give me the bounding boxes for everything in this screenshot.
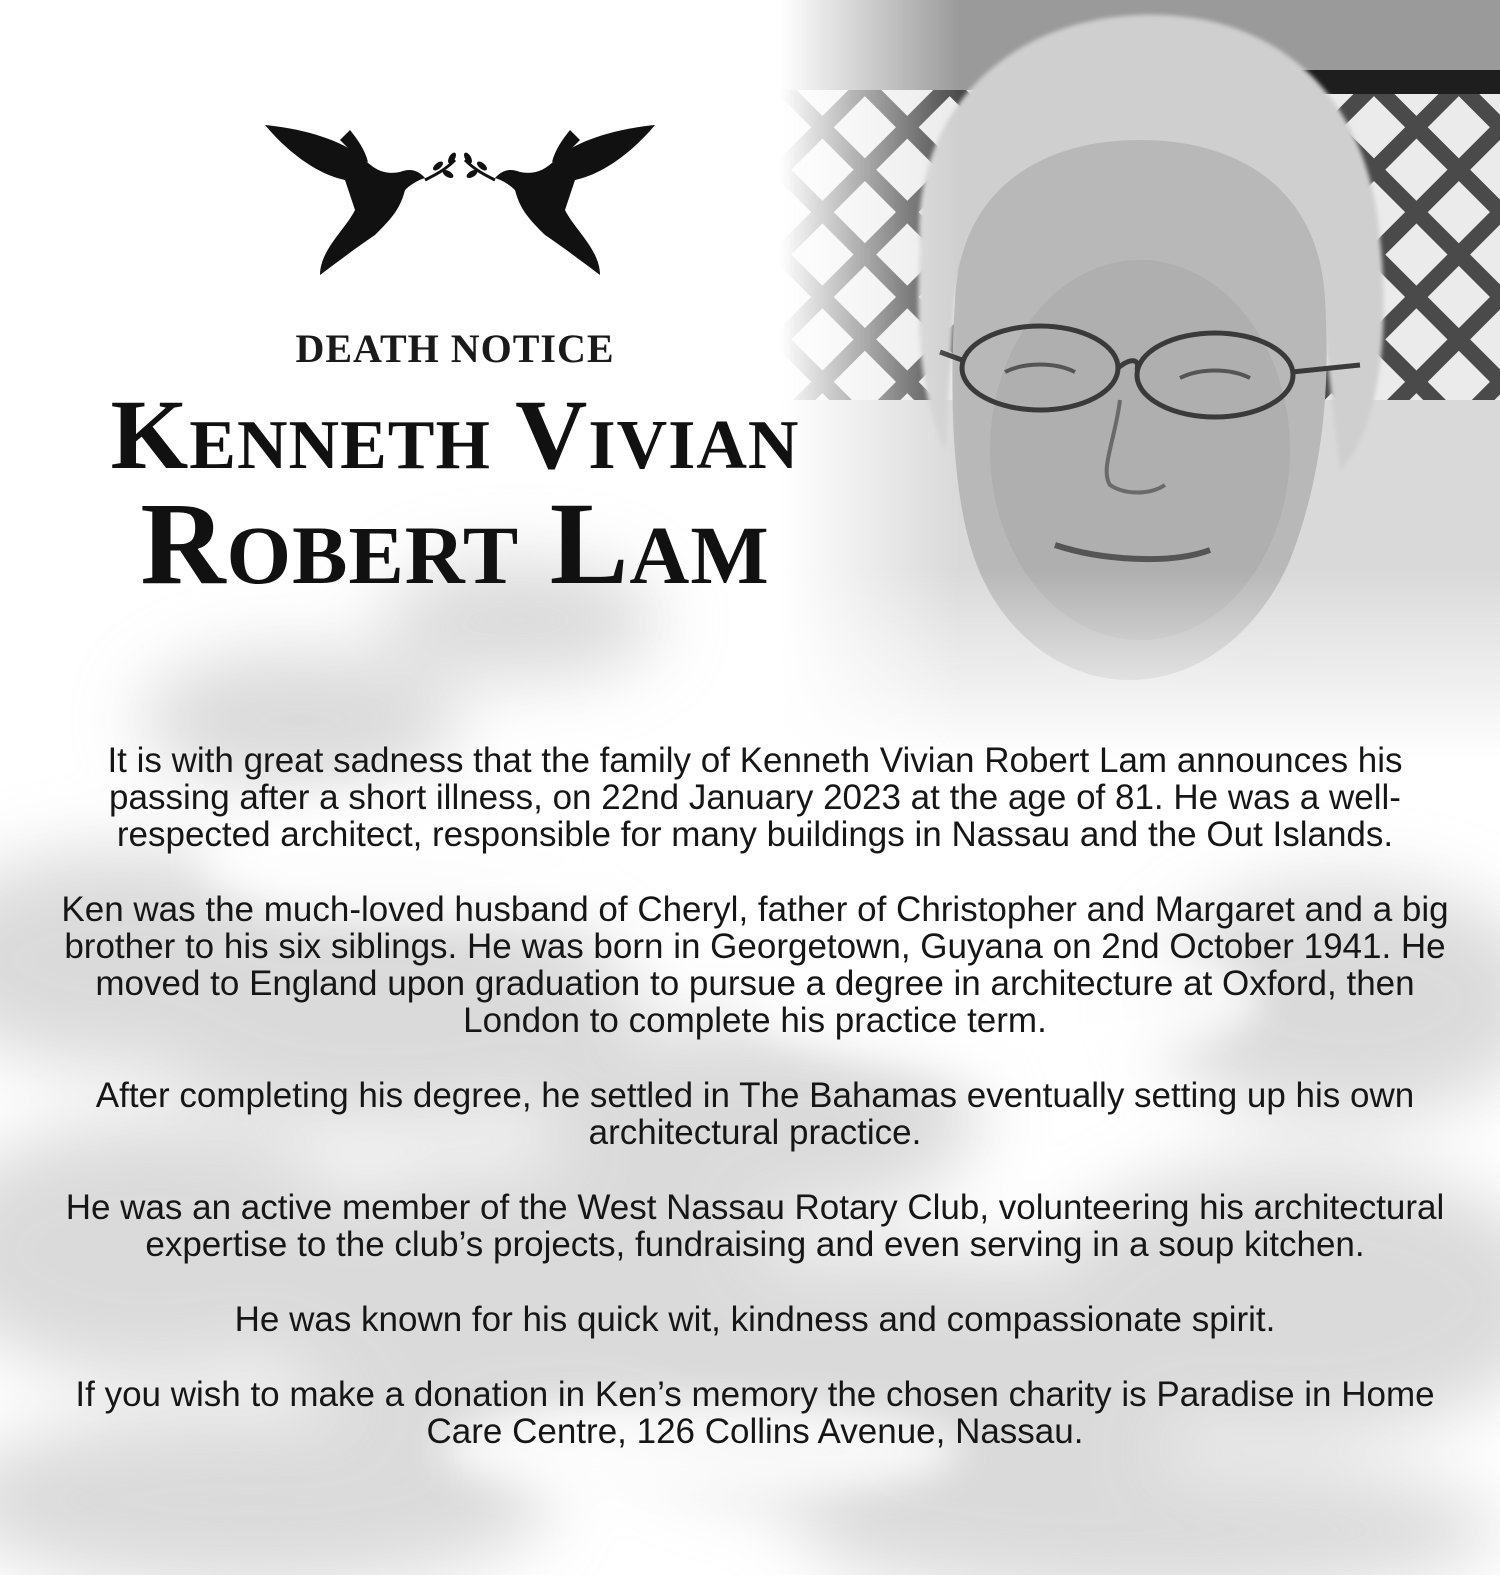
paragraph-career: After completing his degree, he settled in The Bahamas eventually setting up his own architectural practice. <box>95 1076 1415 1152</box>
paragraph-announcement: It is with great sadness that the family of Kenneth Vivian Robert Lam announces his passing after a short illness, on 22nd January 2023 at the age of 81. He was a well-respected architect, responsible for many buildings in Nassau and the Out Islands. <box>107 741 1403 854</box>
notice-header <box>60 100 860 620</box>
deceased-name-line-1: Kenneth Vivian <box>110 379 800 490</box>
paragraph-family: Ken was the much-loved husband of Cheryl, father of Christopher and Margaret and a big brother to his six siblings. He was born in Georgetown, Guyana on 2nd October 1941. He moved to England upon graduation to pursue a degree in architecture at Oxford, then London to complete his practice term. <box>61 890 1449 1040</box>
notice-body <box>60 742 1450 1488</box>
paragraph-donation: If you wish to make a donation in Ken’s memory the chosen charity is Paradise in Home Care Centre, 126 Collins Avenue, Nassau. <box>75 1375 1435 1451</box>
notice-label: DEATH NOTICE <box>295 326 615 371</box>
paragraph-rotary: He was an active member of the West Nassau Rotary Club, volunteering his architectural expertise to the club’s projects, fundraising and even serving in a soup kitchen. <box>65 1188 1445 1264</box>
two-doves-with-olive-branches-icon <box>260 100 660 285</box>
deceased-name-line-2: Robert Lam <box>140 478 770 609</box>
portrait-photo <box>780 0 1500 760</box>
paragraph-character: He was known for his quick wit, kindness and compassionate spirit. <box>234 1300 1276 1339</box>
